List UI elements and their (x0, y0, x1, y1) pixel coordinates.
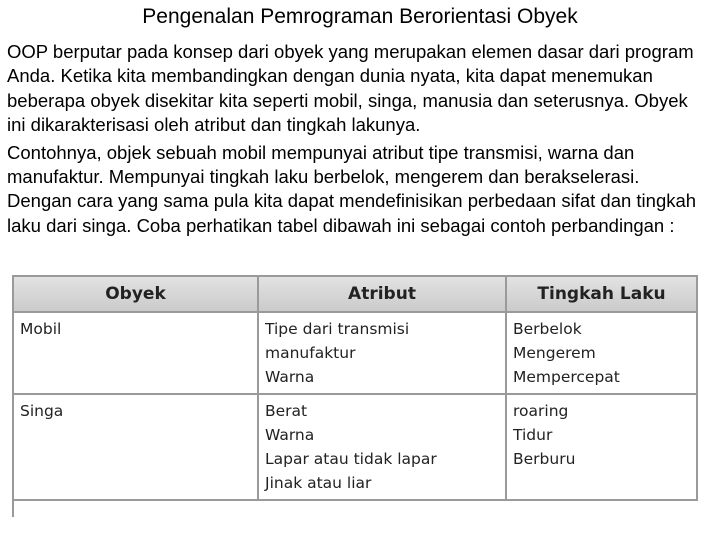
cell-tingkah-laku (506, 312, 697, 394)
atribut-item: manufaktur (265, 344, 356, 362)
paragraph-intro: OOP berputar pada konsep dari obyek yang merupakan elemen dasar dari program Anda. Ketika kita membandingkan dengan dunia nyata, kita dapat menemukan beberapa obyek disekitar kita seperti mobil, singa, manusia dan seterusnya. Obyek ini dikarakterisasi oleh atribut dan tingkah lakunya. (7, 41, 694, 136)
obyek-name: Mobil (20, 320, 62, 338)
table-row (14, 394, 697, 500)
cell-obyek (14, 312, 258, 394)
atribut-item: Tipe dari transmisi (265, 320, 410, 338)
tingkah-laku-item: roaring (513, 402, 569, 420)
obyek-name: Singa (20, 402, 64, 420)
atribut-item: Jinak atau liar (265, 474, 372, 492)
comparison-table-container (12, 275, 698, 517)
tingkah-laku-item: Mempercepat (513, 368, 620, 386)
cell-obyek (14, 394, 258, 500)
atribut-item: Warna (265, 426, 315, 444)
atribut-item: Warna (265, 368, 315, 386)
cell-atribut (258, 312, 506, 394)
tingkah-laku-item: Mengerem (513, 344, 596, 362)
header-tingkah-laku: Tingkah Laku (506, 277, 697, 312)
cell-atribut (258, 394, 506, 500)
header-atribut: Atribut (258, 277, 506, 312)
paragraph-example: Contohnya, objek sebuah mobil mempunyai atribut tipe transmisi, warna dan manufaktur. Mempunyai tingkah laku berbelok, mengerem dan berakselerasi. Dengan cara yang sama pula kita dapat mendefinisikan perbedaan sifat dan tingkah laku dari singa. Coba perhatikan tabel dibawah ini sebagai contoh perbandingan : (7, 141, 697, 236)
atribut-item: Lapar atau tidak lapar (265, 450, 437, 468)
tingkah-laku-item: Tidur (513, 426, 553, 444)
tingkah-laku-item: Berbelok (513, 320, 582, 338)
slide-title: Pengenalan Pemrograman Berorientasi Obyek (142, 5, 578, 28)
body-text (7, 40, 707, 241)
header-obyek: Obyek (14, 277, 258, 312)
tingkah-laku-item: Berburu (513, 450, 576, 468)
comparison-table (14, 277, 698, 501)
atribut-item: Berat (265, 402, 308, 420)
table-row (14, 312, 697, 394)
cell-tingkah-laku (506, 394, 697, 500)
table-header-row (14, 277, 697, 312)
